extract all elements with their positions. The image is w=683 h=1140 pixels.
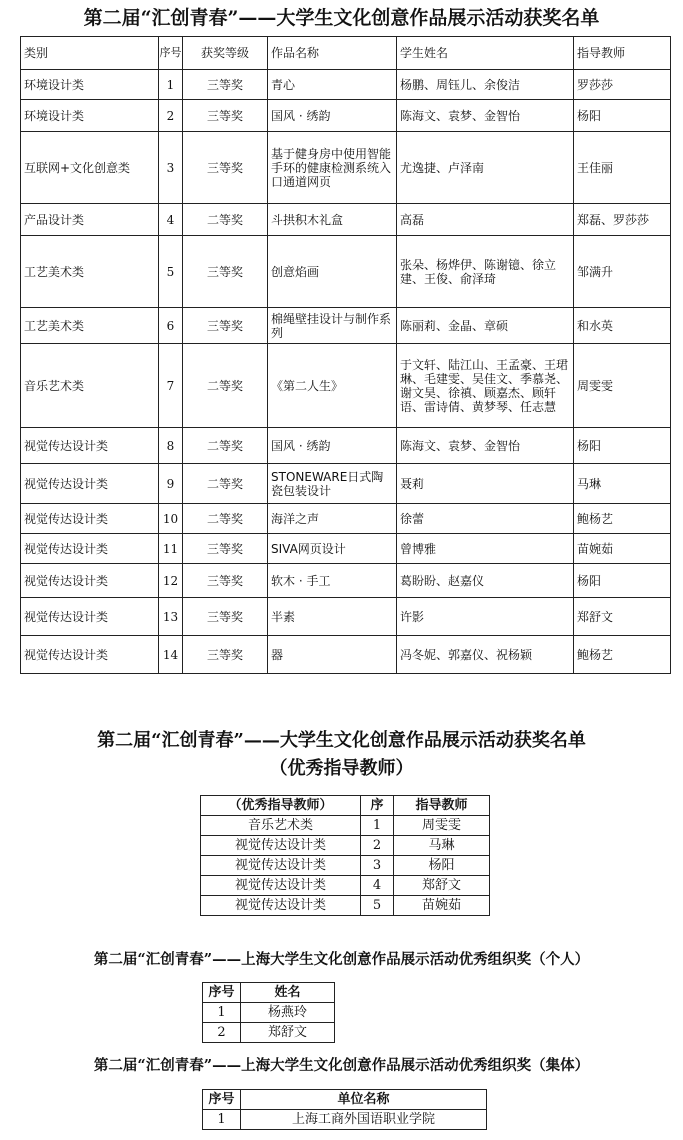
teachers-title: 第二届“汇创青春”——大学生文化创意作品展示活动获奖名单 — [97, 730, 586, 751]
collective-unit: 上海工商外国语职业学院 — [241, 1110, 487, 1130]
table-row — [201, 816, 490, 836]
table-row — [21, 132, 671, 204]
individual-name: 杨燕玲 — [241, 1003, 335, 1023]
teacher-name: 杨阳 — [394, 856, 490, 876]
collective-header-unit: 单位名称 — [241, 1090, 487, 1110]
cell-seq: 11 — [159, 534, 183, 564]
teachers-table-header — [201, 796, 490, 816]
individual-table — [202, 982, 335, 1043]
cell-students: 葛盼盼、赵嘉仪 — [397, 564, 574, 598]
cell-level: 三等奖 — [183, 100, 268, 132]
cell-work: SIVA网页设计 — [268, 534, 397, 564]
cell-category: 音乐艺术类 — [21, 344, 159, 428]
cell-level: 三等奖 — [183, 70, 268, 100]
cell-category: 视觉传达设计类 — [21, 534, 159, 564]
cell-work: 创意焰画 — [268, 236, 397, 308]
cell-level: 三等奖 — [183, 636, 268, 674]
table-row — [21, 504, 671, 534]
individual-name: 郑舒文 — [241, 1023, 335, 1043]
awards-table — [20, 36, 671, 674]
teacher-seq: 4 — [361, 876, 394, 896]
cell-work: 《第二人生》 — [268, 344, 397, 428]
teachers-header-teacher: 指导教师 — [394, 796, 490, 816]
table-row — [203, 1023, 335, 1043]
cell-work: 器 — [268, 636, 397, 674]
header-teacher: 指导教师 — [574, 37, 671, 70]
cell-category: 环境设计类 — [21, 70, 159, 100]
cell-seq: 3 — [159, 132, 183, 204]
teacher-seq: 5 — [361, 896, 394, 916]
cell-teacher: 杨阳 — [574, 428, 671, 464]
table-row — [21, 534, 671, 564]
collective-title: 第二届“汇创青春”——上海大学生文化创意作品展示活动优秀组织奖（集体） — [93, 1057, 590, 1074]
cell-seq: 1 — [159, 70, 183, 100]
cell-work: 基于健身房中使用智能手环的健康检测系统入口通道网页 — [268, 132, 397, 204]
cell-work: 半素 — [268, 598, 397, 636]
cell-category: 视觉传达设计类 — [21, 504, 159, 534]
cell-level: 三等奖 — [183, 534, 268, 564]
cell-teacher: 邹满升 — [574, 236, 671, 308]
table-row — [21, 464, 671, 504]
cell-students: 曾博雅 — [397, 534, 574, 564]
cell-seq: 13 — [159, 598, 183, 636]
cell-students: 陈丽莉、金晶、章硕 — [397, 308, 574, 344]
cell-students: 陈海文、袁梦、金智怡 — [397, 100, 574, 132]
cell-category: 产品设计类 — [21, 204, 159, 236]
cell-category: 工艺美术类 — [21, 236, 159, 308]
cell-teacher: 郑舒文 — [574, 598, 671, 636]
table-row — [21, 204, 671, 236]
cell-level: 三等奖 — [183, 236, 268, 308]
cell-students: 陈海文、袁梦、金智怡 — [397, 428, 574, 464]
table-row — [201, 836, 490, 856]
cell-seq: 12 — [159, 564, 183, 598]
cell-teacher: 和水英 — [574, 308, 671, 344]
cell-level: 三等奖 — [183, 564, 268, 598]
collective-header-seq: 序号 — [203, 1090, 241, 1110]
table-row — [21, 428, 671, 464]
individual-seq: 2 — [203, 1023, 241, 1043]
cell-teacher: 王佳丽 — [574, 132, 671, 204]
table-row — [21, 564, 671, 598]
cell-category: 环境设计类 — [21, 100, 159, 132]
teacher-category: 视觉传达设计类 — [201, 856, 361, 876]
header-students: 学生姓名 — [397, 37, 574, 70]
cell-level: 三等奖 — [183, 308, 268, 344]
teacher-category: 视觉传达设计类 — [201, 896, 361, 916]
cell-students: 杨鹏、周钰儿、余俊洁 — [397, 70, 574, 100]
awards-table-header — [21, 37, 671, 70]
teachers-table — [200, 795, 490, 916]
individual-header-seq: 序号 — [203, 983, 241, 1003]
teacher-name: 马琳 — [394, 836, 490, 856]
individual-table-header — [203, 983, 335, 1003]
cell-level: 二等奖 — [183, 344, 268, 428]
cell-seq: 14 — [159, 636, 183, 674]
cell-teacher: 郑磊、罗莎莎 — [574, 204, 671, 236]
table-row — [21, 598, 671, 636]
cell-seq: 8 — [159, 428, 183, 464]
main-title: 第二届“汇创青春”——大学生文化创意作品展示活动获奖名单 — [83, 7, 600, 29]
table-row — [203, 1003, 335, 1023]
cell-work: 斗拱积木礼盒 — [268, 204, 397, 236]
cell-students: 聂莉 — [397, 464, 574, 504]
table-row — [201, 856, 490, 876]
table-row — [21, 344, 671, 428]
header-seq: 序号 — [159, 37, 183, 70]
cell-category: 视觉传达设计类 — [21, 428, 159, 464]
header-level: 获奖等级 — [183, 37, 268, 70]
cell-level: 三等奖 — [183, 598, 268, 636]
cell-teacher: 马琳 — [574, 464, 671, 504]
table-row — [21, 100, 671, 132]
cell-seq: 9 — [159, 464, 183, 504]
cell-work: 软木 · 手工 — [268, 564, 397, 598]
cell-students: 冯冬妮、郭嘉仪、祝杨颖 — [397, 636, 574, 674]
cell-work: STONEWARE日式陶瓷包装设计 — [268, 464, 397, 504]
cell-work: 青心 — [268, 70, 397, 100]
cell-category: 视觉传达设计类 — [21, 598, 159, 636]
collective-seq: 1 — [203, 1110, 241, 1130]
table-row — [21, 70, 671, 100]
individual-title: 第二届“汇创青春”——上海大学生文化创意作品展示活动优秀组织奖（个人） — [93, 951, 590, 968]
cell-seq: 10 — [159, 504, 183, 534]
cell-level: 二等奖 — [183, 204, 268, 236]
cell-work: 海洋之声 — [268, 504, 397, 534]
teachers-header-col1: （优秀指导教师） — [201, 796, 361, 816]
cell-seq: 5 — [159, 236, 183, 308]
cell-level: 二等奖 — [183, 428, 268, 464]
cell-students: 于文轩、陆江山、王孟豪、王珺琳、毛建雯、吴佳文、季慕尧、谢文昊、徐禛、顾嘉杰、顾轩语、雷诗倩、黄梦琴、任志慧 — [397, 344, 574, 428]
cell-students: 高磊 — [397, 204, 574, 236]
teacher-name: 周雯雯 — [394, 816, 490, 836]
teacher-name: 郑舒文 — [394, 876, 490, 896]
individual-header-name: 姓名 — [241, 983, 335, 1003]
cell-teacher: 鲍杨艺 — [574, 504, 671, 534]
cell-level: 二等奖 — [183, 504, 268, 534]
teacher-seq: 2 — [361, 836, 394, 856]
cell-seq: 4 — [159, 204, 183, 236]
cell-level: 三等奖 — [183, 132, 268, 204]
cell-students: 许影 — [397, 598, 574, 636]
table-row — [201, 876, 490, 896]
cell-students: 尤逸捷、卢泽南 — [397, 132, 574, 204]
cell-category: 视觉传达设计类 — [21, 636, 159, 674]
teacher-category: 视觉传达设计类 — [201, 836, 361, 856]
header-work: 作品名称 — [268, 37, 397, 70]
cell-category: 互联网+文化创意类 — [21, 132, 159, 204]
teachers-header-seq: 序 — [361, 796, 394, 816]
cell-teacher: 罗莎莎 — [574, 70, 671, 100]
cell-category: 工艺美术类 — [21, 308, 159, 344]
cell-teacher: 周雯雯 — [574, 344, 671, 428]
cell-category: 视觉传达设计类 — [21, 564, 159, 598]
table-row — [203, 1110, 487, 1130]
cell-level: 二等奖 — [183, 464, 268, 504]
cell-seq: 2 — [159, 100, 183, 132]
collective-table — [202, 1089, 487, 1130]
teacher-seq: 3 — [361, 856, 394, 876]
cell-students: 张朵、杨烨伊、陈谢镱、徐立建、王俊、俞泽琦 — [397, 236, 574, 308]
header-category: 类别 — [21, 37, 159, 70]
teachers-subtitle: （优秀指导教师） — [269, 758, 414, 779]
cell-seq: 7 — [159, 344, 183, 428]
cell-work: 国风 · 绣韵 — [268, 100, 397, 132]
cell-seq: 6 — [159, 308, 183, 344]
cell-teacher: 杨阳 — [574, 100, 671, 132]
teacher-category: 视觉传达设计类 — [201, 876, 361, 896]
collective-table-header — [203, 1090, 487, 1110]
table-row — [21, 308, 671, 344]
table-row — [21, 236, 671, 308]
teacher-category: 音乐艺术类 — [201, 816, 361, 836]
table-row — [201, 896, 490, 916]
cell-teacher: 鲍杨艺 — [574, 636, 671, 674]
individual-seq: 1 — [203, 1003, 241, 1023]
teacher-seq: 1 — [361, 816, 394, 836]
cell-work: 棉绳壁挂设计与制作系列 — [268, 308, 397, 344]
cell-teacher: 苗婉茹 — [574, 534, 671, 564]
cell-teacher: 杨阳 — [574, 564, 671, 598]
table-row — [21, 636, 671, 674]
teacher-name: 苗婉茹 — [394, 896, 490, 916]
cell-work: 国风 · 绣韵 — [268, 428, 397, 464]
cell-category: 视觉传达设计类 — [21, 464, 159, 504]
cell-students: 徐蕾 — [397, 504, 574, 534]
